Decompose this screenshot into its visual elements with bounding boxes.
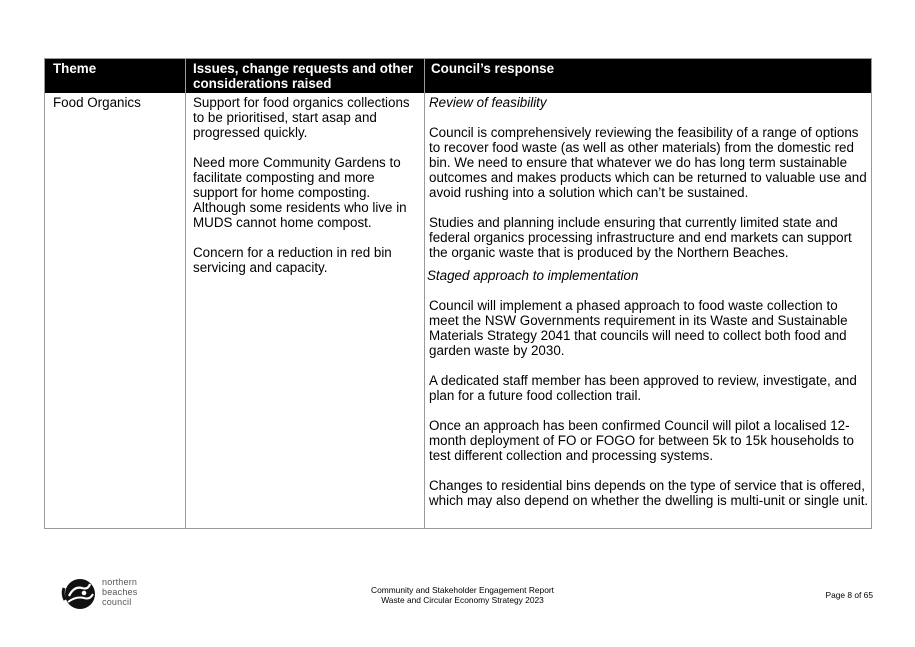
footer-report-title: Community and Stakeholder Engagement Report Waste and Circular Economy Strategy 2023 — [371, 585, 554, 605]
header-theme: Theme — [53, 61, 97, 76]
council-logo — [60, 574, 160, 614]
response-paragraph: Once an approach has been confirmed Council will pilot a localised 12-month deployment of FO or FOGO for between 5k to 15k households to test different collection and processing systems. — [429, 418, 855, 463]
response-paragraph: Studies and planning include ensuring that currently limited state and federal organics processing infrastructure and end markets can support the organic waste that is produced by the Northern Beaches. — [429, 215, 852, 260]
response-table — [44, 58, 872, 529]
column-divider — [424, 59, 425, 528]
response-paragraph: Council is comprehensively reviewing the feasibility of a range of options to recover food waste (as well as other materials) from the domestic red bin. We need to ensure that whatever we do has long term sustainable outcomes and makes products which can be returned to valuable use and avoid rushing into a solution which can’t be sustained. — [429, 125, 867, 200]
issue-item: Support for food organics collections to be prioritised, start asap and progressed quickly. — [193, 95, 410, 140]
response-paragraph: Council will implement a phased approach to food waste collection to meet the NSW Governments requirement in its Waste and Sustainable Materials Strategy 2041 that councils will need to collect both food and garden waste by 2030. — [429, 298, 848, 358]
response-heading: Review of feasibility — [429, 95, 547, 110]
council-logo-icon — [60, 574, 100, 614]
logo-wordmark: northern beaches council — [102, 577, 138, 607]
response-paragraph: A dedicated staff member has been approved to review, investigate, and plan for a future food collection trail. — [429, 373, 857, 403]
issue-item: Concern for a reduction in red bin servicing and capacity. — [193, 245, 392, 275]
cell-issues — [193, 95, 422, 275]
table-header-row — [45, 59, 871, 93]
response-heading: Staged approach to implementation — [427, 268, 639, 283]
cell-theme: Food Organics — [53, 95, 141, 110]
cell-response — [429, 95, 869, 508]
response-paragraph: Changes to residential bins depends on the type of service that is offered, which may also depend on whether the dwelling is multi-unit or single unit. — [429, 478, 869, 508]
header-response: Council’s response — [431, 61, 555, 76]
page-number: Page 8 of 65 — [825, 590, 873, 600]
header-issues: Issues, change requests and other considerations raised — [193, 61, 414, 91]
issue-item: Need more Community Gardens to facilitate composting and more support for home composting. Although some residents who live in MUDS cannot home compost. — [193, 155, 407, 230]
column-divider — [185, 59, 186, 528]
